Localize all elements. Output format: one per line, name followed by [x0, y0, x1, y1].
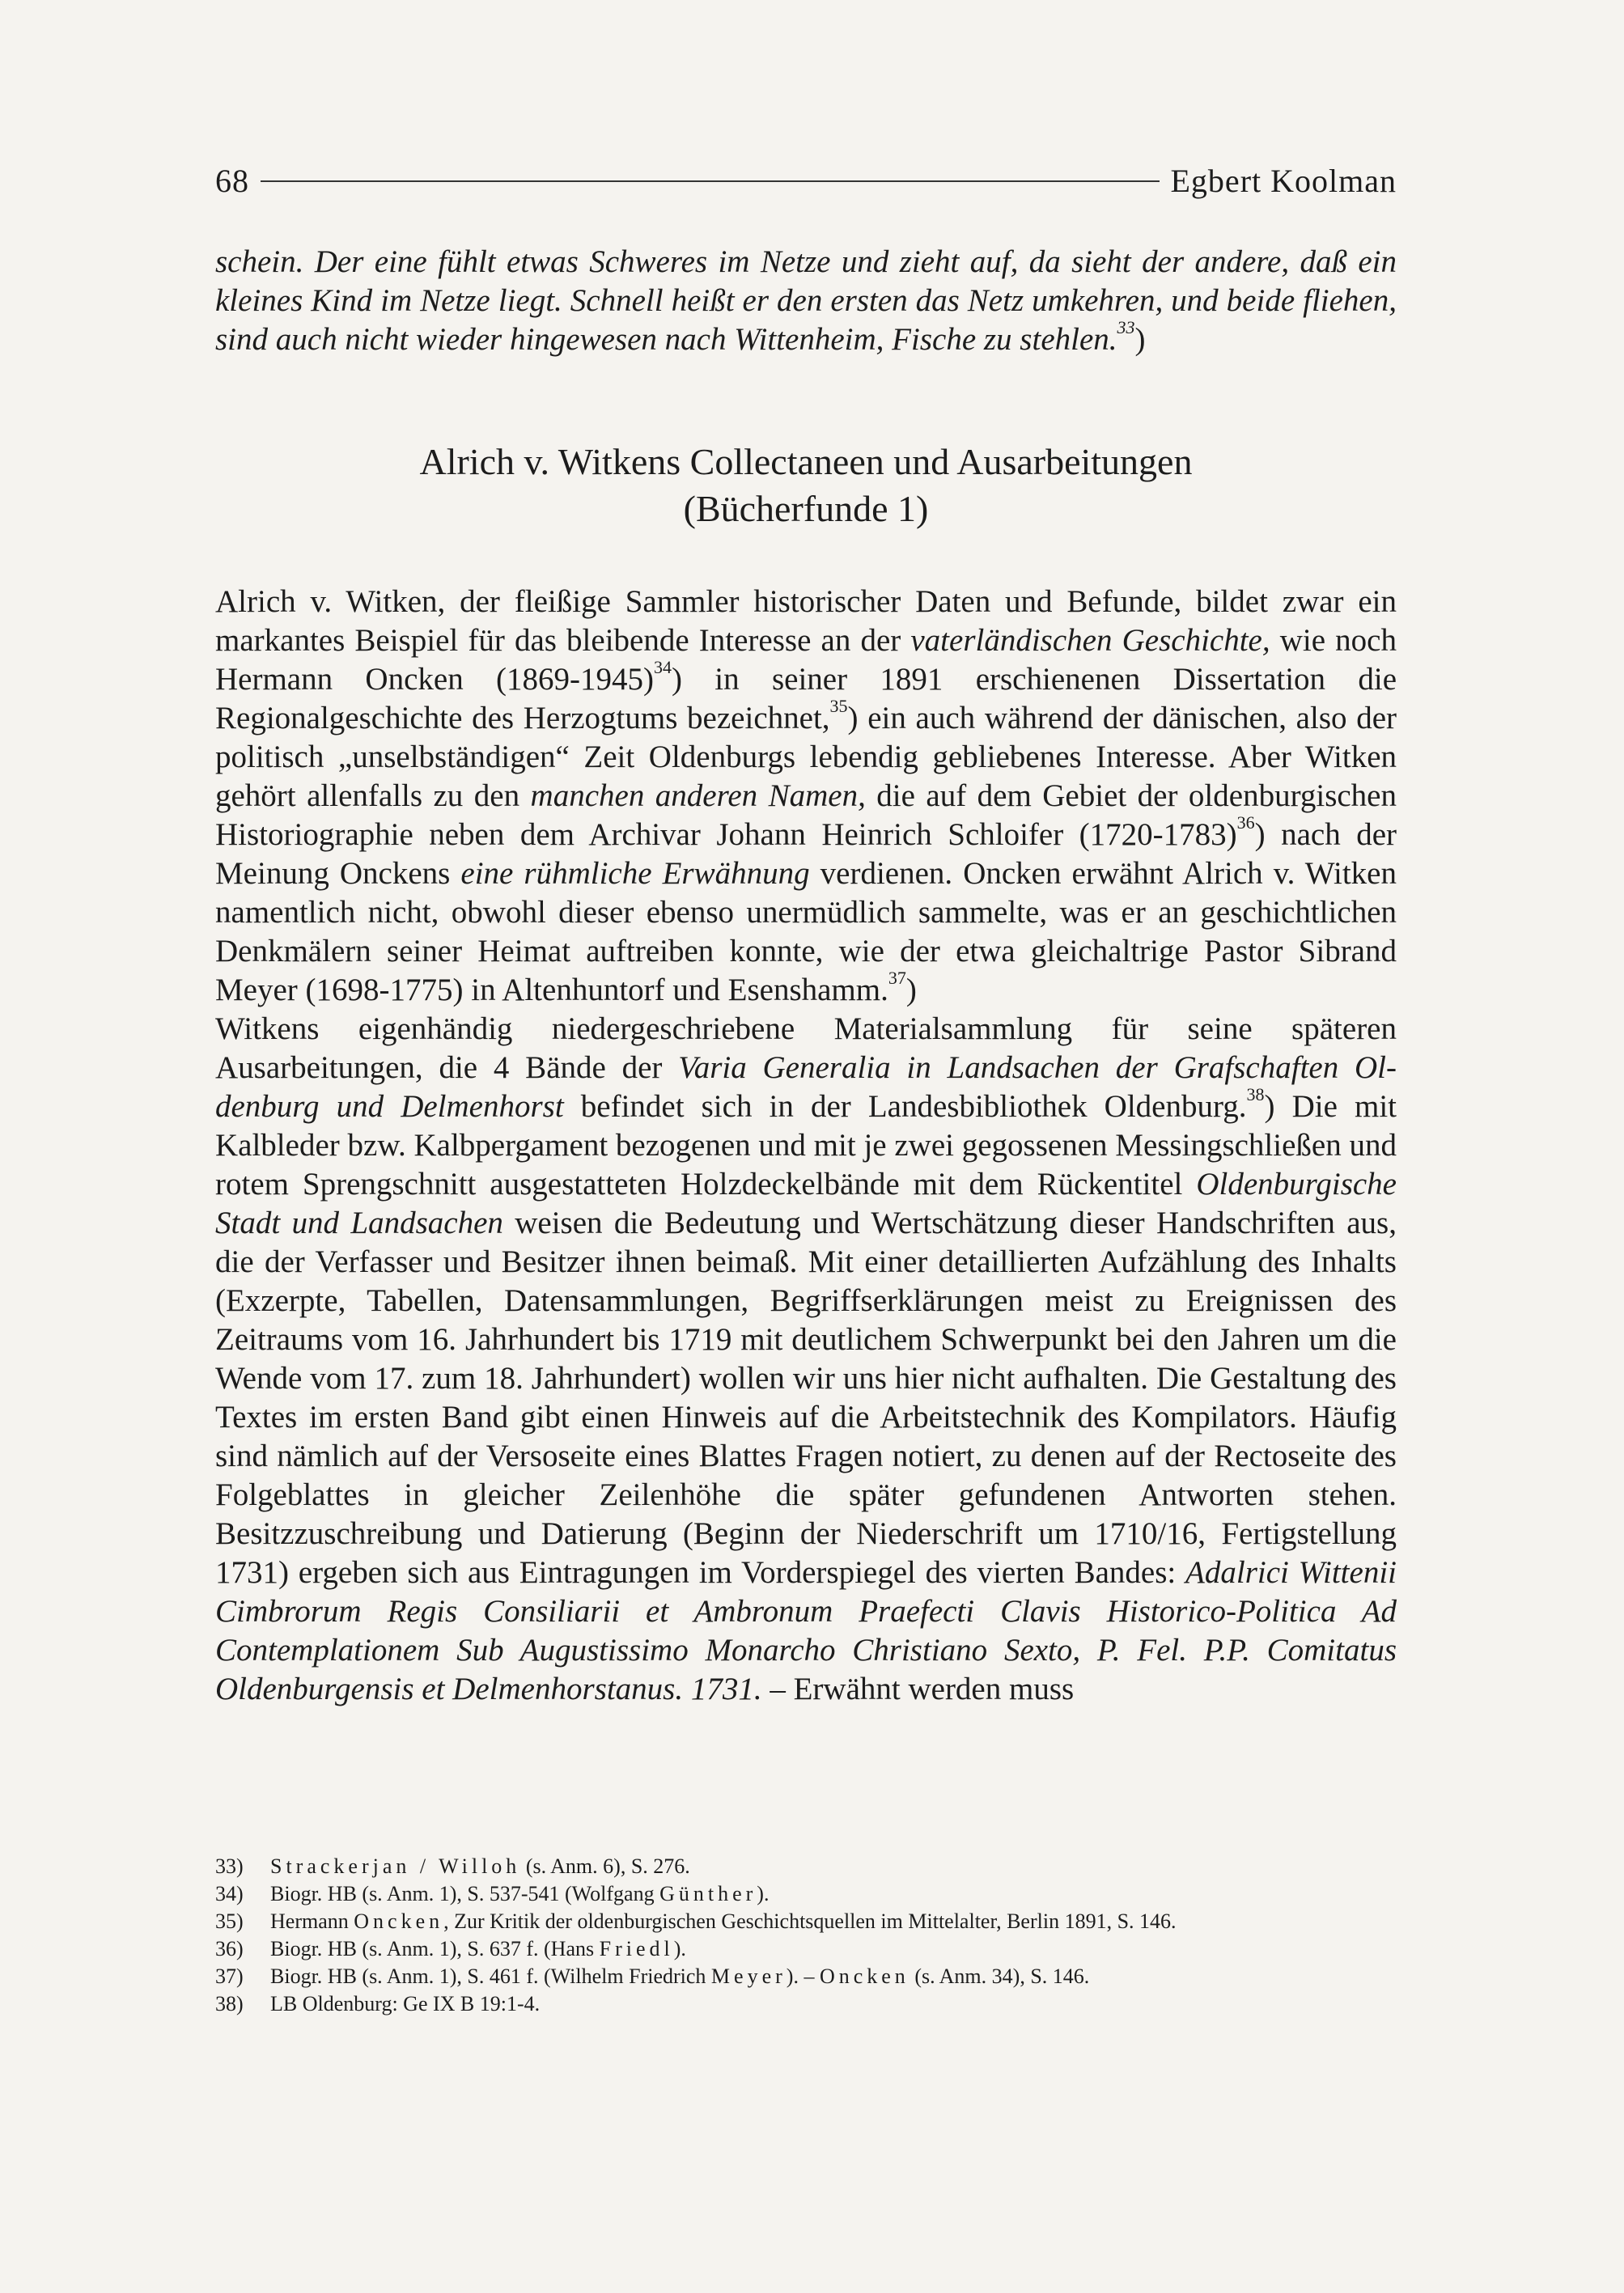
footnote-33: 33) Strackerjan / Willoh (s. Anm. 6), S. 276.	[215, 1854, 690, 1878]
footnote-ref-35: 35	[829, 696, 848, 716]
footnote-37: 37) Biogr. HB (s. Anm. 1), S. 461 f. (Wilhelm Friedrich Meyer). – Oncken (s. Anm. 34), S. 146.	[215, 1965, 1090, 1988]
section-subtitle: (Bücherfunde 1)	[683, 488, 929, 529]
paragraph-2: Witkens eigenhändig niedergeschriebene Materialsammlung für seine späteren Ausarbeitungen, die 4 Bände der Varia Generalia in Landsachen der Grafschaften Oldenburg und Delmenhorst befindet sich in der Landesbibliothek Oldenburg.$^{38}$) Die mit Kalbleder bzw. Kalbpergament bezogenen und mit je zwei gegossenen Messingschließen und rotem Sprengschnitt ausgestatteten Holzdeckelbände mit dem Rückentitel Oldenburgische Stadt und Landsachen weisen die Bedeutung und Wertschätzung dieser Handschriften aus, die der Verfasser und Besitzer ihnen beimaß. Mit einer detaillierten Aufzählung des Inhalts (Exzerpte, Tabellen, Datensammlungen, Begriffserklärungen meist zu Ereignissen des Zeitraums vom 16. Jahrhundert bis 1719 mit deutlichem Schwerpunkt bei den Jahren um die Wende vom 17. zum 18. Jahrhundert) wollen wir uns hier nicht aufhalten. Die Gestaltung des Textes im ersten Band gibt einen Hinweis auf die Arbeitstechnik des Kompilators. Häufig sind nämlich auf der Versoseite eines Blattes Fragen notiert, zu denen auf der Rectoseite des Folgeblattes in gleicher Zeilenhöhe die später gefundenen Antworten stehen. Besitzzuschreibung und Datierung (Beginn der Niederschrift um 1710/16, Fertigstellung 1731) ergeben sich aus Eintragungen im Vorderspiegel des vierten Bandes: Adalrici Wittenii Cimbrorum Regis Consiliarii et Ambronum Praefecti Clavis Historico-Politica Ad Contemplationem Sub Augustissimo Monarcho Christiano Sexto, P. Fel. P.P. Comitatus Oldenburgensis et Delmenhorstanus. 1731. – Erwähnt werden muss	[215, 1011, 1397, 1706]
footnote-ref-38: 38	[1246, 1084, 1265, 1104]
footnote-36: 36) Biogr. HB (s. Anm. 1), S. 637 f. (Hans Friedl).	[215, 1937, 686, 1960]
quote-fragment: schein. Der eine fühlt etwas Schweres im Netze und zieht auf, da sieht der andere, daß ein kleines Kind im Netze liegt. Schnell heißt er den ersten das Netz umkehren, und beide fliehen, sind auch nicht wieder hingewesen nach Wittenheim, Fische zu stehlen.$^{33}$)	[215, 244, 1397, 357]
footnote-35: 35) Hermann Oncken, Zur Kritik der oldenburgischen Geschichtsquellen im Mittelalter, Berlin 1891, S. 146.	[215, 1909, 1177, 1933]
paragraph-1: Alrich v. Witken, der fleißige Sammler historischer Daten und Befunde, bildet zwar ein markantes Beispiel für das bleibende Interesse an der vaterländischen Geschichte, wie noch Hermann Oncken (1869-1945)$^{34}$) in seiner 1891 erschienenen Dissertation die Regionalgeschichte des Herzogtums bezeichnet,$^{35}$) ein auch während der dänischen, also der politisch „unselbständigen“ Zeit Oldenburgs lebendig gebliebenes Interesse. Aber Witken gehört allenfalls zu den manchen anderen Namen, die auf dem Gebiet der oldenburgischen Historiographie neben dem Archivar Johann Heinrich Schloifer (1720-1783)$^{36}$) nach der Meinung Onckens eine rühmliche Erwähnung verdienen. Oncken erwähnt Alrich v. Witken namentlich nicht, obwohl dieser ebenso unermüdlich sammelte, was er an geschichtlichen Denkmälern seiner Heimat auftreiben konnte, wie der etwa gleichaltrige Pastor Sibrand Meyer (1698-1775) in Altenhuntorf und Esenshamm.$^{37}$)	[215, 584, 1397, 1007]
footnote-ref-33: 33	[1117, 317, 1135, 337]
header-author: Egbert Koolman	[1170, 163, 1397, 199]
section-title: Alrich v. Witkens Collectaneen und Ausarbeitungen	[419, 441, 1193, 482]
header-rule	[261, 180, 1160, 182]
running-header	[215, 162, 1397, 210]
footnote-38: 38) LB Oldenburg: Ge IX B 19:1-4.	[215, 1992, 541, 2015]
main-text	[215, 243, 1397, 1709]
footnote-ref-36: 36	[1236, 812, 1255, 833]
footnote-ref-37: 37	[888, 968, 906, 988]
page-number: 68	[215, 163, 249, 199]
footnote-34: 34) Biogr. HB (s. Anm. 1), S. 537-541 (Wolfgang Günther).	[215, 1882, 770, 1905]
section-heading	[215, 439, 1397, 532]
footnote-ref-34: 34	[654, 657, 672, 677]
body-text	[215, 583, 1397, 1709]
footnotes	[215, 1853, 1397, 2018]
